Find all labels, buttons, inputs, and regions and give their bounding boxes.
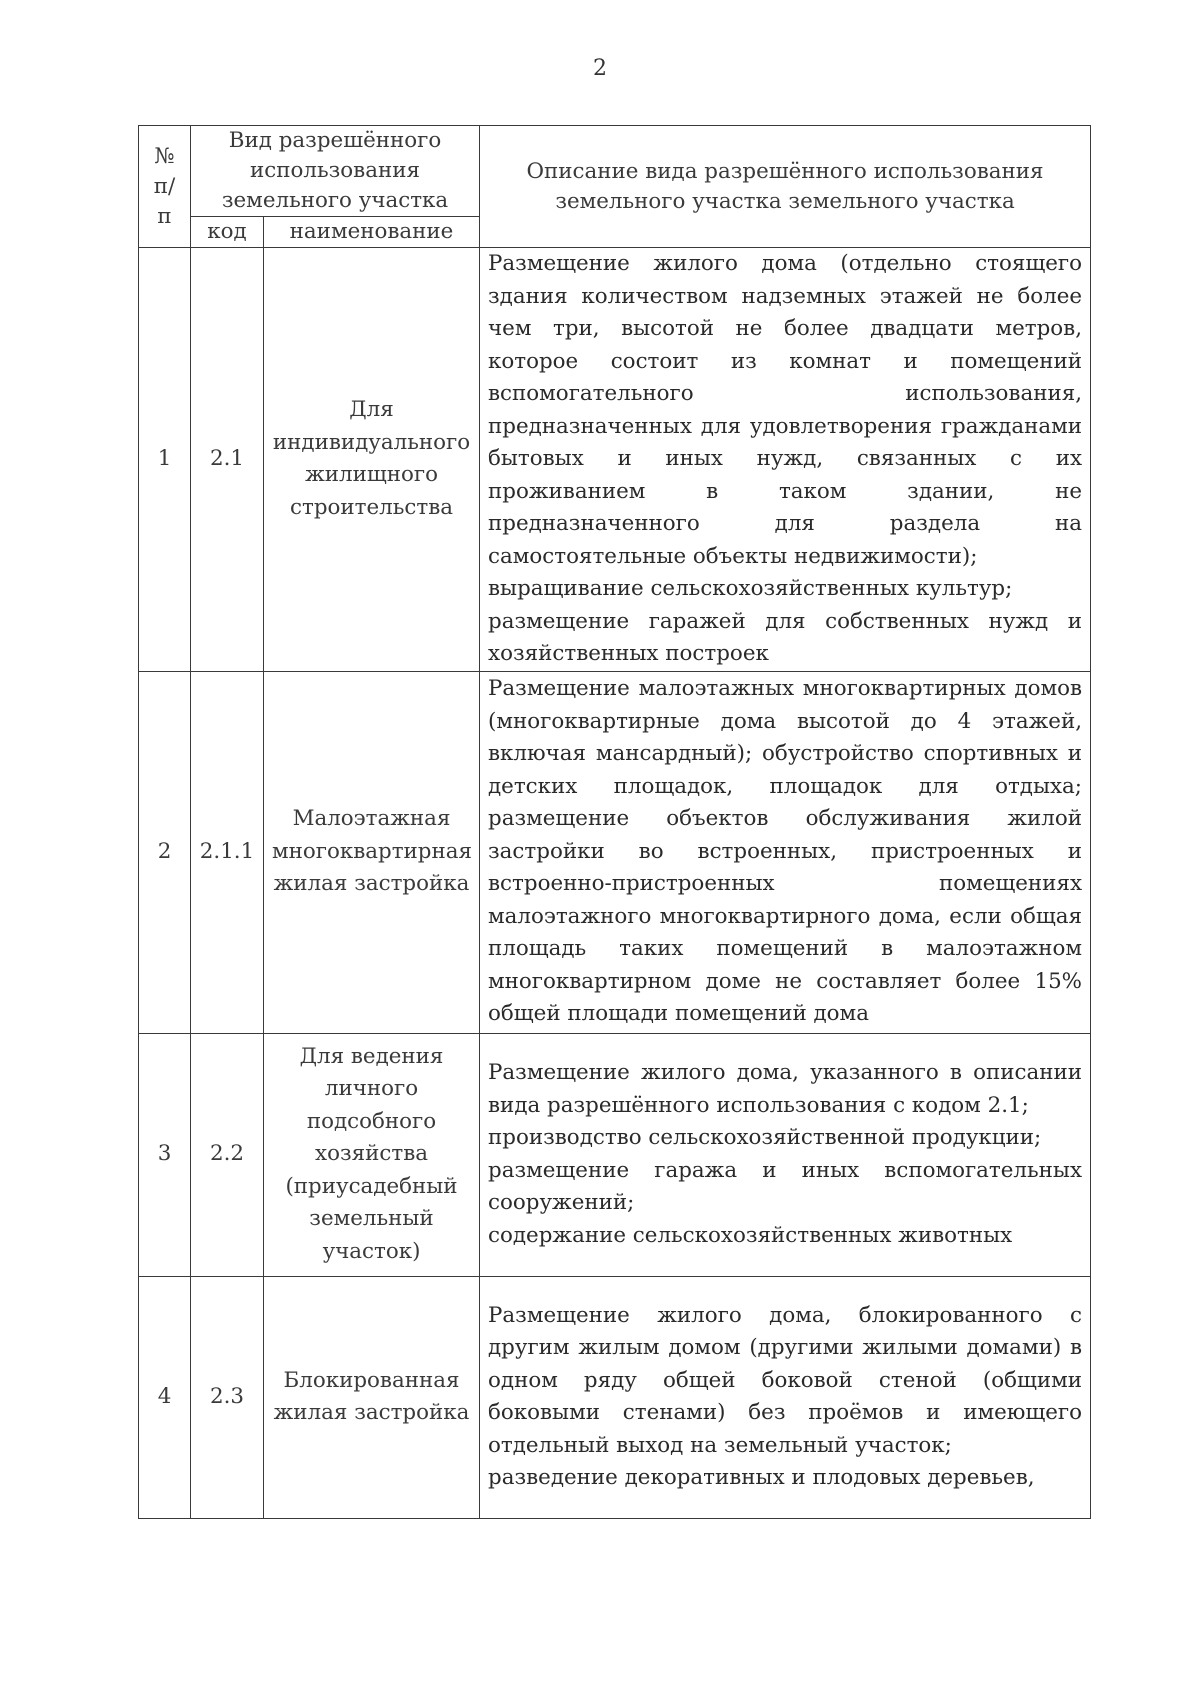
row-code: 2.1 bbox=[191, 248, 264, 672]
description-paragraph: выращивание сельскохозяйственных культур; bbox=[488, 576, 1013, 601]
row-description bbox=[480, 671, 1091, 1033]
description-paragraph: содержание сельскохозяйственных животных bbox=[488, 1222, 1013, 1248]
table-row bbox=[139, 1276, 1091, 1518]
header-description: Описание вида разрешённого использования земельного участка земельного участка bbox=[480, 126, 1091, 248]
row-name: Для ведения личного подсобного хозяйства (приусадебный земельный участок) bbox=[264, 1033, 480, 1276]
table-header bbox=[139, 126, 1091, 248]
land-use-table bbox=[138, 125, 1091, 1519]
description-paragraph: Размещение жилого дома, блокированного с другим жилым домом (другими жилыми домами) в одном ряду общей боковой стеной (общими боковыми стенами) без проёмов и имеющего отдельный выход на земельный участок; bbox=[488, 1302, 1083, 1458]
row-name: Блокированная жилая застройка bbox=[264, 1276, 480, 1518]
row-code: 2.1.1 bbox=[191, 671, 264, 1033]
description-paragraph: Размещение малоэтажных многоквартирных домов (многоквартирные дома высотой до 4 этажей, включая мансардный); обустройство спортивных и детских площадок, площадок для отдыха; размещение объектов обслуживания жилой застройки во встроенных, пристроенных и встроенно-пристроенных помещениях малоэтажного многоквартирного дома, если общая площадь таких помещений в малоэтажном многоквартирном доме не составляет более 15% общей площади помещений дома bbox=[488, 676, 1083, 1027]
row-number: 4 bbox=[139, 1276, 191, 1518]
row-code: 2.3 bbox=[191, 1276, 264, 1518]
row-code: 2.2 bbox=[191, 1033, 264, 1276]
row-number: 3 bbox=[139, 1033, 191, 1276]
table-row bbox=[139, 671, 1091, 1033]
row-number: 2 bbox=[139, 671, 191, 1033]
header-code: код bbox=[191, 217, 264, 248]
row-description bbox=[480, 1033, 1091, 1276]
page-number: 2 bbox=[593, 56, 607, 81]
header-name: наименование bbox=[264, 217, 480, 248]
description-paragraph: Размещение жилого дома (отдельно стоящего здания количеством надземных этажей не более чем три, высотой не более двадцати метров, которое состоит из комнат и помещений вспомогательного использования, предназначенных для удовлетворения гражданами бытовых и иных нужд, связанных с их проживанием в таком здании, не предназначенного для раздела на самостоятельные объекты недвижимости); bbox=[488, 251, 1083, 569]
header-use-kind: Вид разрешённого использования земельного участка bbox=[191, 126, 480, 217]
header-number: № п/п bbox=[139, 126, 191, 248]
row-name: Для индивидуального жилищного строительства bbox=[264, 248, 480, 672]
description-paragraph: размещение гаража и иных вспомогательных сооружений; bbox=[488, 1157, 1083, 1215]
row-description bbox=[480, 1276, 1091, 1518]
description-paragraph: размещение гаражей для собственных нужд и хозяйственных построек bbox=[488, 608, 1083, 666]
table-row bbox=[139, 248, 1091, 672]
row-name: Малоэтажная многоквартирная жилая застройка bbox=[264, 671, 480, 1033]
description-paragraph: разведение декоративных и плодовых деревьев, bbox=[488, 1465, 1035, 1490]
description-paragraph: Размещение жилого дома, указанного в описании вида разрешённого использования с кодом 2.1; bbox=[488, 1060, 1083, 1118]
row-number: 1 bbox=[139, 248, 191, 672]
description-paragraph: производство сельскохозяйственной продукции; bbox=[488, 1125, 1042, 1150]
row-description bbox=[480, 248, 1091, 672]
table-row bbox=[139, 1033, 1091, 1276]
